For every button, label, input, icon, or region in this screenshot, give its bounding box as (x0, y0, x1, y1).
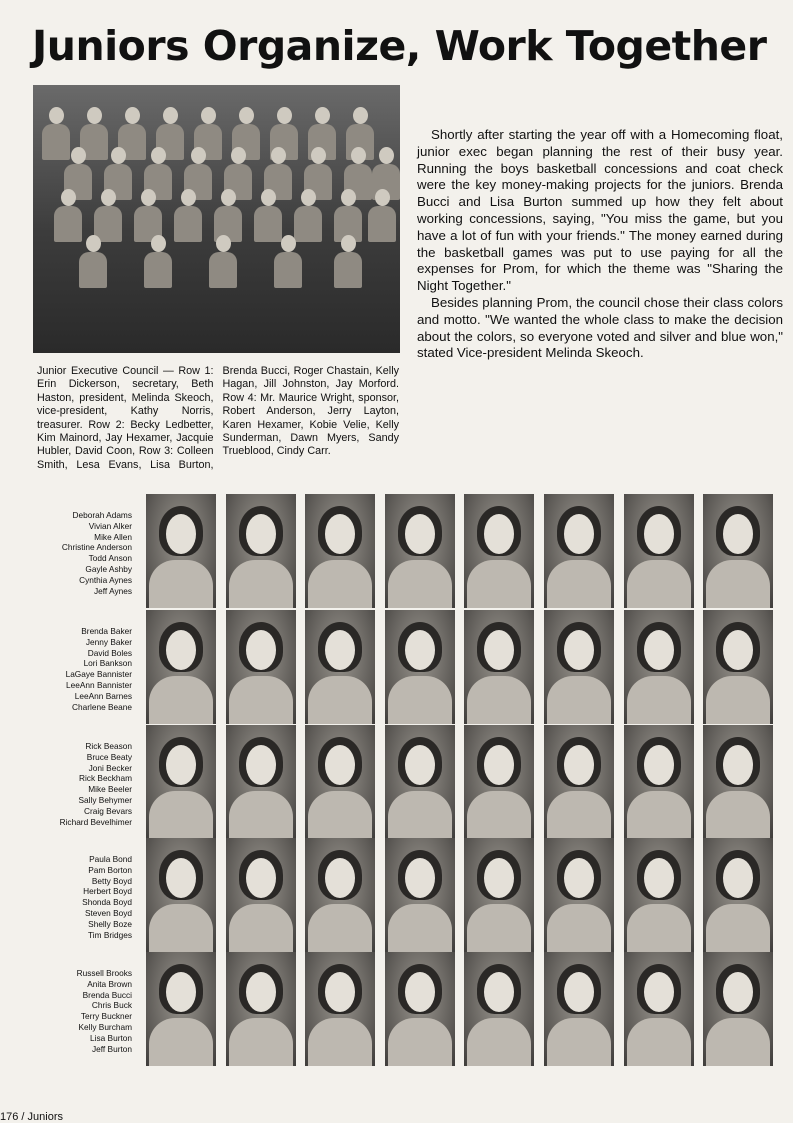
student-portrait (385, 494, 455, 608)
student-name: Mike Beeler (88, 784, 132, 795)
student-portrait (624, 952, 694, 1066)
student-name: Kelly Burcham (78, 1021, 132, 1032)
portrait-row (30, 725, 782, 843)
student-portrait (226, 494, 296, 608)
student-name-list (30, 626, 132, 712)
article-body (417, 127, 783, 362)
student-name: Rick Beason (85, 741, 132, 751)
student-portrait (624, 610, 694, 724)
student-name: Shelly Boze (88, 918, 132, 929)
student-name: LeeAnn Barnes (74, 690, 132, 701)
student-name: Todd Anson (88, 553, 132, 564)
student-portrait (305, 952, 375, 1066)
student-portrait (544, 838, 614, 952)
student-name: Terry Buckner (80, 1011, 132, 1022)
student-name: Chris Buck (91, 1000, 132, 1011)
student-name: Joni Becker (88, 762, 132, 773)
council-member (333, 235, 363, 291)
student-name: Paula Bond (89, 854, 132, 864)
page-headline: Juniors Organize, Work Together (32, 22, 767, 70)
student-portrait (464, 610, 534, 724)
student-portrait (703, 494, 773, 608)
student-name: Vivian Alker (88, 520, 132, 531)
student-name: Steven Boyd (84, 907, 132, 918)
council-member (367, 189, 397, 245)
student-name: Betty Boyd (91, 875, 132, 886)
student-name: Lori Bankson (83, 658, 132, 669)
student-portrait (703, 610, 773, 724)
student-name: LaGaye Bannister (65, 669, 132, 680)
student-portrait (703, 838, 773, 952)
student-name-list (30, 854, 132, 940)
student-name: Mike Allen (94, 531, 132, 542)
student-portrait (146, 952, 216, 1066)
student-portrait (624, 494, 694, 608)
student-portrait (226, 838, 296, 952)
student-name: Gayle Ashby (85, 563, 132, 574)
student-name: Pam Borton (88, 864, 132, 875)
student-portrait (544, 725, 614, 839)
student-portrait (146, 838, 216, 952)
student-name: Anita Brown (87, 978, 132, 989)
student-name: David Boles (87, 647, 132, 658)
student-name: Richard Bevelhimer (59, 816, 132, 827)
student-name: Christine Anderson (61, 542, 132, 553)
student-portrait (624, 838, 694, 952)
student-portrait (385, 725, 455, 839)
council-member (208, 235, 238, 291)
student-name: Deborah Adams (72, 510, 132, 520)
student-name-list (30, 968, 132, 1054)
student-portrait (624, 725, 694, 839)
group-photo-caption: Junior Executive Council — Row 1: Erin Dickerson, secretary, Beth Haston, president, Melinda Skeoch, vice-president, Kathy Norris, treasurer. Row 2: Becky Ledbetter, Kim Mainord, Jay Hexamer, Jacquie Hubler, David Coon, Row 3: Colleen Smith, Lesa Evans, Lisa Burton, Brenda Bucci, Roger Chastain, Kelly Hagan, Jill Johnston, Jay Morford. Row 4: Mr. Maurice Wright, sponsor, Robert Anderson, Jerry Layton, Karen Hexamer, Kobie Velie, Kelly Sunderman, Dawn Myers, Sandy Trueblood, Cindy Carr. (37, 365, 399, 471)
council-member (143, 235, 173, 291)
student-portrait (464, 838, 534, 952)
article-paragraph: Besides planning Prom, the council chose their class colors and motto. "We wanted the whole class to make the decision about the colors, so everyone voted and silver and blue won," stated Vice-president Melinda Skeoch. (417, 294, 783, 361)
student-name: Cynthia Aynes (79, 574, 132, 585)
student-name: Jenny Baker (85, 636, 132, 647)
article-paragraph: Shortly after starting the year off with a Homecoming float, junior exec began planning the rest of their busy year. Running the boys basketball concessions and coat check were the key money-making projects for the juniors. Brenda Bucci and Lisa Burton summed up how they felt about working concessions, saying, "You miss the game, but you have a lot of fun with your friends." The money earned during the basketball games was put to use paying for all the expenses for Prom, for which the theme was "Sharing the Night Together." (417, 127, 783, 294)
portrait-row (30, 952, 782, 1070)
student-portrait (226, 952, 296, 1066)
student-portrait (305, 725, 375, 839)
student-portrait (703, 725, 773, 839)
student-portrait (305, 838, 375, 952)
student-name: Sally Behymer (78, 794, 132, 805)
page-footer: 176 / Juniors (0, 1111, 63, 1123)
student-name: Rick Beckham (78, 773, 132, 784)
student-name: Bruce Beaty (86, 751, 132, 762)
student-portrait (544, 494, 614, 608)
student-name: Brenda Bucci (82, 989, 132, 1000)
student-portrait (464, 952, 534, 1066)
student-name: Herbert Boyd (83, 886, 132, 897)
student-portrait (385, 952, 455, 1066)
student-name-list (30, 510, 132, 596)
student-name: Brenda Baker (81, 626, 132, 636)
student-name: Lisa Burton (90, 1032, 132, 1043)
student-name: Shonda Boyd (82, 897, 132, 908)
student-portrait (305, 610, 375, 724)
student-name: Charlene Beane (72, 701, 132, 712)
student-portrait (544, 610, 614, 724)
student-portrait (146, 494, 216, 608)
student-portrait (385, 610, 455, 724)
portrait-row (30, 494, 782, 612)
student-name-list (30, 741, 132, 827)
student-portrait (464, 494, 534, 608)
student-name: Craig Bevars (84, 805, 132, 816)
portrait-row (30, 610, 782, 728)
student-portrait (146, 610, 216, 724)
student-name: LeeAnn Bannister (66, 679, 132, 690)
council-member (78, 235, 108, 291)
student-name: Russell Brooks (76, 968, 132, 978)
student-portrait (226, 725, 296, 839)
junior-executive-council-photo (33, 85, 400, 353)
student-name: Tim Bridges (88, 929, 132, 940)
student-portrait (385, 838, 455, 952)
student-portrait (305, 494, 375, 608)
portrait-row (30, 838, 782, 956)
student-portrait (544, 952, 614, 1066)
student-portrait (703, 952, 773, 1066)
student-name: Jeff Burton (92, 1043, 132, 1054)
council-member (173, 189, 203, 245)
student-portrait (146, 725, 216, 839)
council-member (273, 235, 303, 291)
student-portrait (464, 725, 534, 839)
student-name: Jeff Aynes (94, 585, 132, 596)
student-portrait (226, 610, 296, 724)
